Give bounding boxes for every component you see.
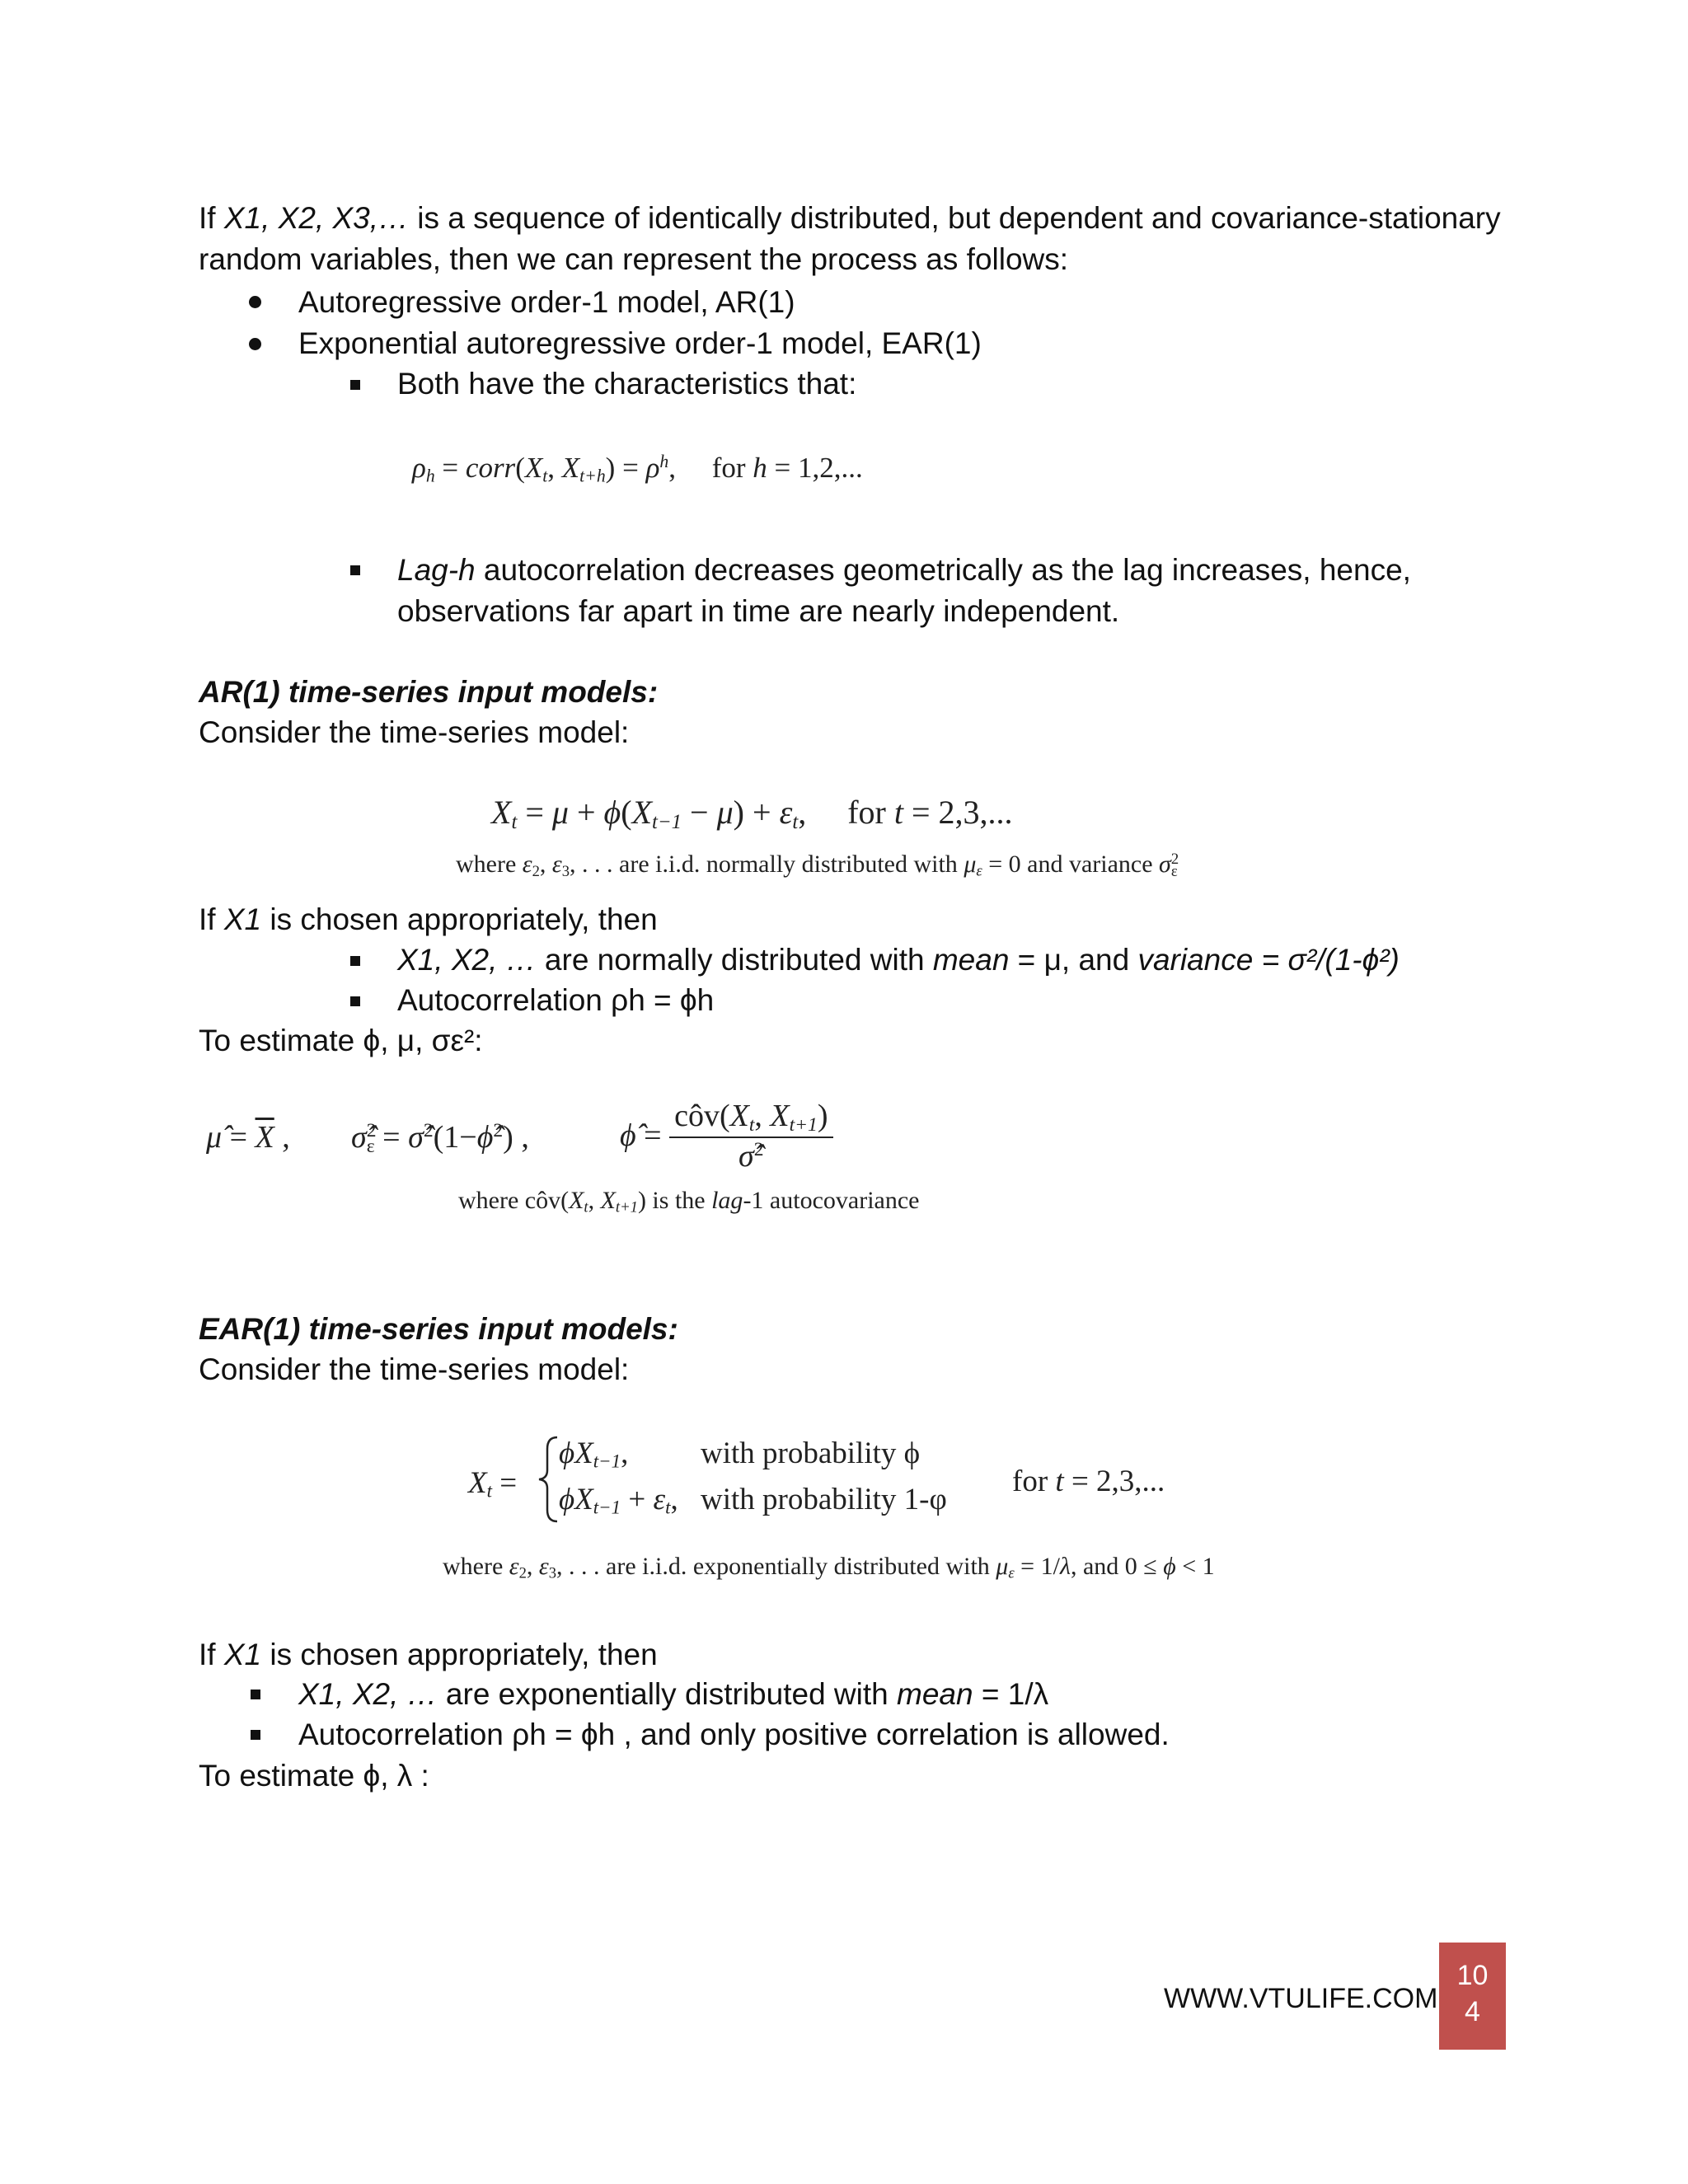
- bullet-dot-icon: [249, 296, 261, 308]
- bullet-square-icon: [251, 1730, 260, 1740]
- ar1-bullet-2: Autocorrelation ρh = ϕh: [397, 983, 715, 1017]
- ar1-model-equation: $X_t = \mu + \phi(X_{t-1} - \mu) + \varepsilon_t$, for t = 2,3,...: [491, 794, 1013, 834]
- ear1-bullet-1: X1, X2, … are exponentially distributed with mean = 1/λ: [298, 1677, 1049, 1711]
- ear1-heading: EAR(1) time-series input models:: [199, 1312, 678, 1346]
- intro-line-1: If X1, X2, X3,… is a sequence of identically distributed, but dependent and covariance-stationary: [199, 201, 1501, 235]
- ar1-where-text: where $\varepsilon_2$, $\varepsilon_3$, . . . are i.i.d. normally distributed with $\mu_\varepsilon = 0$ and variance $\sigma^2_\varepsilon$: [456, 851, 1179, 880]
- ar1-heading: AR(1) time-series input models:: [199, 675, 659, 709]
- footer-site: WWW.VTULIFE.COM: [1164, 1983, 1438, 2014]
- estimator-phi: ϕ̂ = $côv(X_t$, $X_{t+1}$) σ̂$^2$: [620, 1098, 833, 1174]
- bullet-square-icon: [350, 956, 360, 966]
- ar1-if-line: If X1 is chosen appropriately, then: [199, 902, 658, 936]
- estimator-mu: μ̂ = $\overline{X}$ ,: [206, 1120, 290, 1155]
- bullet-square-icon: [350, 565, 360, 575]
- autocorrelation-equation: $\rho_h$ = $corr(X_t$, $X_{t+h}) = \rho^h$, for h = 1,2,...: [412, 452, 863, 486]
- page-number-badge: [1439, 1943, 1506, 2050]
- estimator-where-text: where $côv(X_t$, $X_{t+1}$) is the lag-1 autocovariance: [458, 1187, 920, 1216]
- ear1-where-text: where $\varepsilon_2$, $\varepsilon_3$, . . . are i.i.d. exponentially distributed with $\mu_\varepsilon = 1/\lambda$, and 0 ≤ ϕ < 1: [443, 1553, 1215, 1582]
- ear1-consider: Consider the time-series model:: [199, 1352, 630, 1386]
- estimator-sigma: σ̂$^2_\varepsilon$ = σ̂$^2$(1−ϕ̂$^2$) ,: [351, 1120, 529, 1157]
- sequence-variables: X1, X2, X3,…: [223, 201, 410, 235]
- ear1-estimate: To estimate ϕ, λ :: [199, 1759, 429, 1793]
- model-item-ar1: Autoregressive order-1 model, AR(1): [298, 285, 795, 319]
- ear1-bullet-2: Autocorrelation ρh = ϕh , and only positive correlation is allowed.: [298, 1718, 1170, 1751]
- lag-line-1: Lag-h autocorrelation decreases geometrically as the lag increases, hence,: [397, 553, 1411, 587]
- page-number-line-1: 10: [1456, 1960, 1489, 1991]
- ar1-bullet-1: X1, X2, … are normally distributed with mean = μ, and variance = σ²/(1-ϕ²): [397, 943, 1400, 977]
- lag-line-2: observations far apart in time are nearly independent.: [397, 594, 1120, 628]
- bullet-square-icon: [251, 1690, 260, 1699]
- characteristics-text: Both have the characteristics that:: [397, 367, 857, 401]
- model-item-ear1: Exponential autoregressive order-1 model, EAR(1): [298, 326, 982, 360]
- intro-line-2: random variables, then we can represent the process as follows:: [199, 242, 1069, 276]
- ear1-if-line: If X1 is chosen appropriately, then: [199, 1638, 658, 1671]
- ar1-estimate: To estimate ϕ, μ, σε²:: [199, 1024, 483, 1057]
- bullet-square-icon: [350, 996, 360, 1006]
- page-number-line-2: 4: [1465, 1996, 1480, 2027]
- bullet-square-icon: [350, 380, 360, 390]
- bullet-dot-icon: [249, 338, 261, 350]
- ar1-consider: Consider the time-series model:: [199, 715, 630, 749]
